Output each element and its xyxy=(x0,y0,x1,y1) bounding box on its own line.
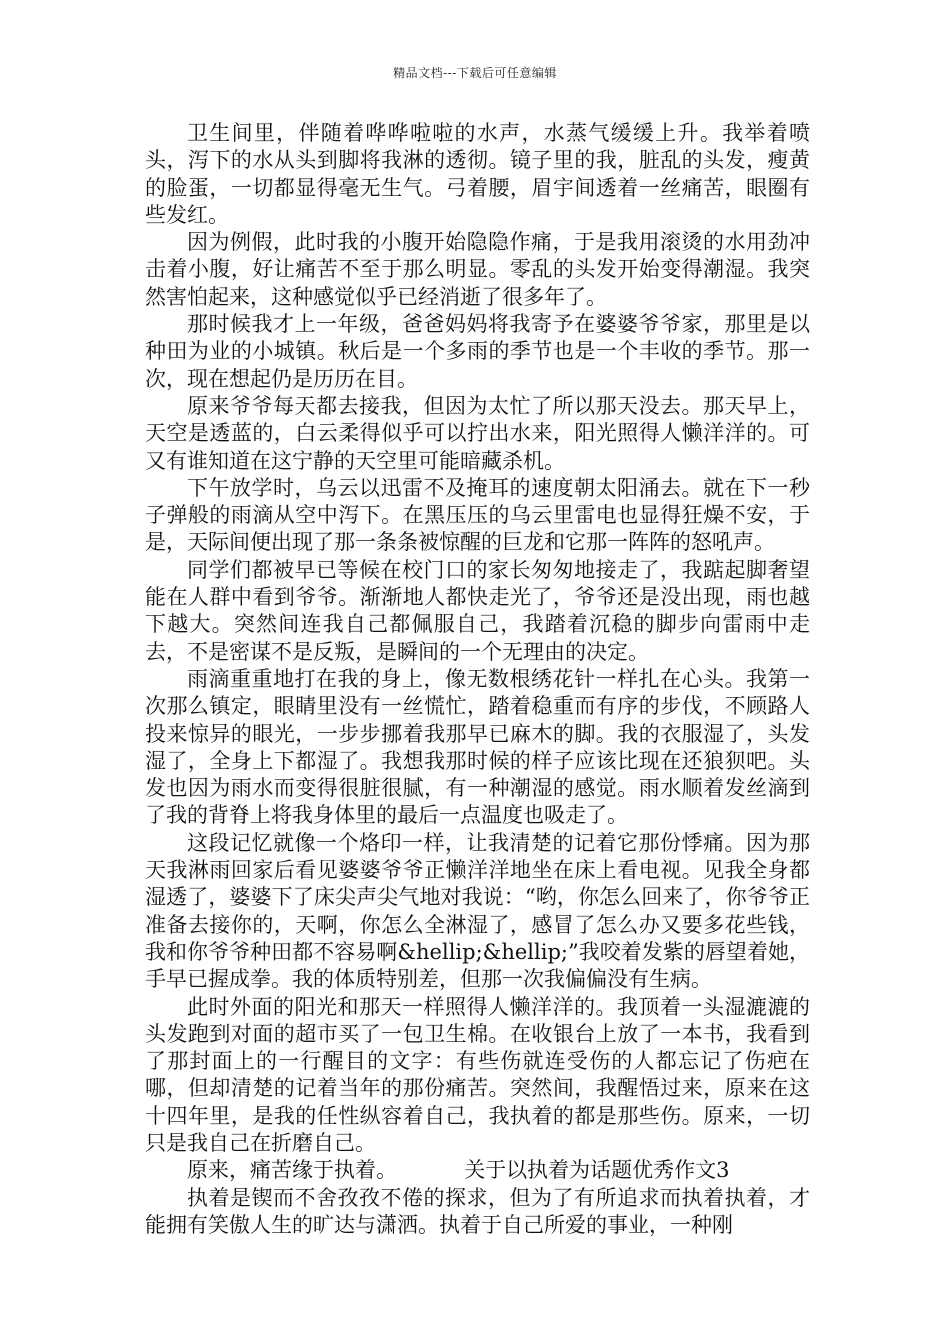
paragraph: 同学们都被早已等候在校门口的家长匆匆地接走了，我踮起脚奢望能在人群中看到爷爷。渐渐地人都快走光了，爷爷还是没出现，雨也越下越大。突然间连我自己都佩服自己，我踏着沉稳的脚步向雷雨中走去，不是密谋不是反叛，是瞬间的一个无理由的决定。 xyxy=(145,557,810,664)
paragraph: 卫生间里，伴随着哗哗啦啦的水声，水蒸气缓缓上升。我举着喷头，泻下的水从头到脚将我淋的透彻。镜子里的我，脏乱的头发，瘦黄的脸蛋，一切都显得毫无生气。弓着腰，眉宇间透着一丝痛苦，眼圈有些发红。 xyxy=(145,121,810,227)
paragraph: 雨滴重重地打在我的身上，像无数根绣花针一样扎在心头。我第一次那么镇定，眼睛里没有一丝慌忙，踏着稳重而有序的步伐，不顾路人投来惊异的眼光，一步步挪着我那早已麻木的脚。我的衣服湿了，头发湿了，全身上下都湿了。我想我那时候的样子应该比现在还狼狈吧。头发也因为雨水而变得很脏很腻，有一种潮湿的感觉。雨水顺着发丝滴到了我的背脊上将我身体里的最后一点温度也吸走了。 xyxy=(145,666,810,828)
paragraph: 这段记忆就像一个烙印一样，让我清楚的记着它那份悸痛。因为那天我淋雨回家后看见婆婆爷爷正懒洋洋地坐在床上看电视。见我全身都湿透了，婆婆下了床尖声尖气地对我说：“哟，你怎么回来了，你爷爷正准备去接你的，天啊，你怎么全淋湿了，感冒了怎么办又要多花些钱，我和你爷爷种田都不容易啊&hellip;&hellip;”我咬着发紫的唇望着她，手早已握成拳。我的体质特别差，但那一次我偏偏没有生病。 xyxy=(145,830,810,992)
paragraph: 执着是锲而不舍孜孜不倦的探求，但为了有所追求而执着执着，才能拥有笑傲人生的旷达与潇洒。执着于自己所爱的事业，一种刚 xyxy=(145,1185,810,1237)
paragraph: 此时外面的阳光和那天一样照得人懒洋洋的。我顶着一头湿漉漉的头发跑到对面的超市买了一包卫生棉。在收银台上放了一本书，我看到了那封面上的一行醒目的文字：有些伤就连受伤的人都忘记了伤疤在哪，但却清楚的记着当年的那份痛苦。突然间，我醒悟过来，原来在这十四年里，是我的任性纵容着自己，我执着的都是那些伤。原来，一切只是我自己在折磨自己。 xyxy=(145,994,810,1155)
paragraph: 那时候我才上一年级，爸爸妈妈将我寄予在婆婆爷爷家，那里是以种田为业的小城镇。秋后是一个多雨的季节也是一个丰收的季节。那一次，现在想起仍是历历在目。 xyxy=(145,312,810,391)
paragraph: 原来爷爷每天都去接我，但因为太忙了所以那天没去。那天早上，天空是透蓝的，白云柔得似乎可以拧出水来，阳光照得人懒洋洋的。可又有谁知道在这宁静的天空里可能暗藏杀机。 xyxy=(145,393,810,473)
paragraph: 因为例假，此时我的小腹开始隐隐作痛，于是我用滚烫的水用劲冲击着小腹，好让痛苦不至于那么明显。零乱的头发开始变得潮湿。我突然害怕起来，这种感觉似乎已经消逝了很多年了。 xyxy=(145,230,810,309)
paragraph: 下午放学时，乌云以迅雷不及掩耳的速度朝太阳涌去。就在下一秒子弹般的雨滴从空中泻下。在黑压压的乌云里雷电也显得狂燥不安，于是，天际间便出现了那一条条被惊醒的巨龙和它那一阵阵的怒吼声。 xyxy=(145,475,810,555)
closing-paragraph xyxy=(145,1157,810,1184)
article-body xyxy=(145,120,810,1239)
page-header: 精品文档---下载后可任意编辑 xyxy=(393,66,557,80)
next-essay-title: 关于以执着为话题优秀作文3 xyxy=(464,1158,730,1183)
closing-line: 原来，痛苦缘于执着。 xyxy=(187,1158,397,1183)
